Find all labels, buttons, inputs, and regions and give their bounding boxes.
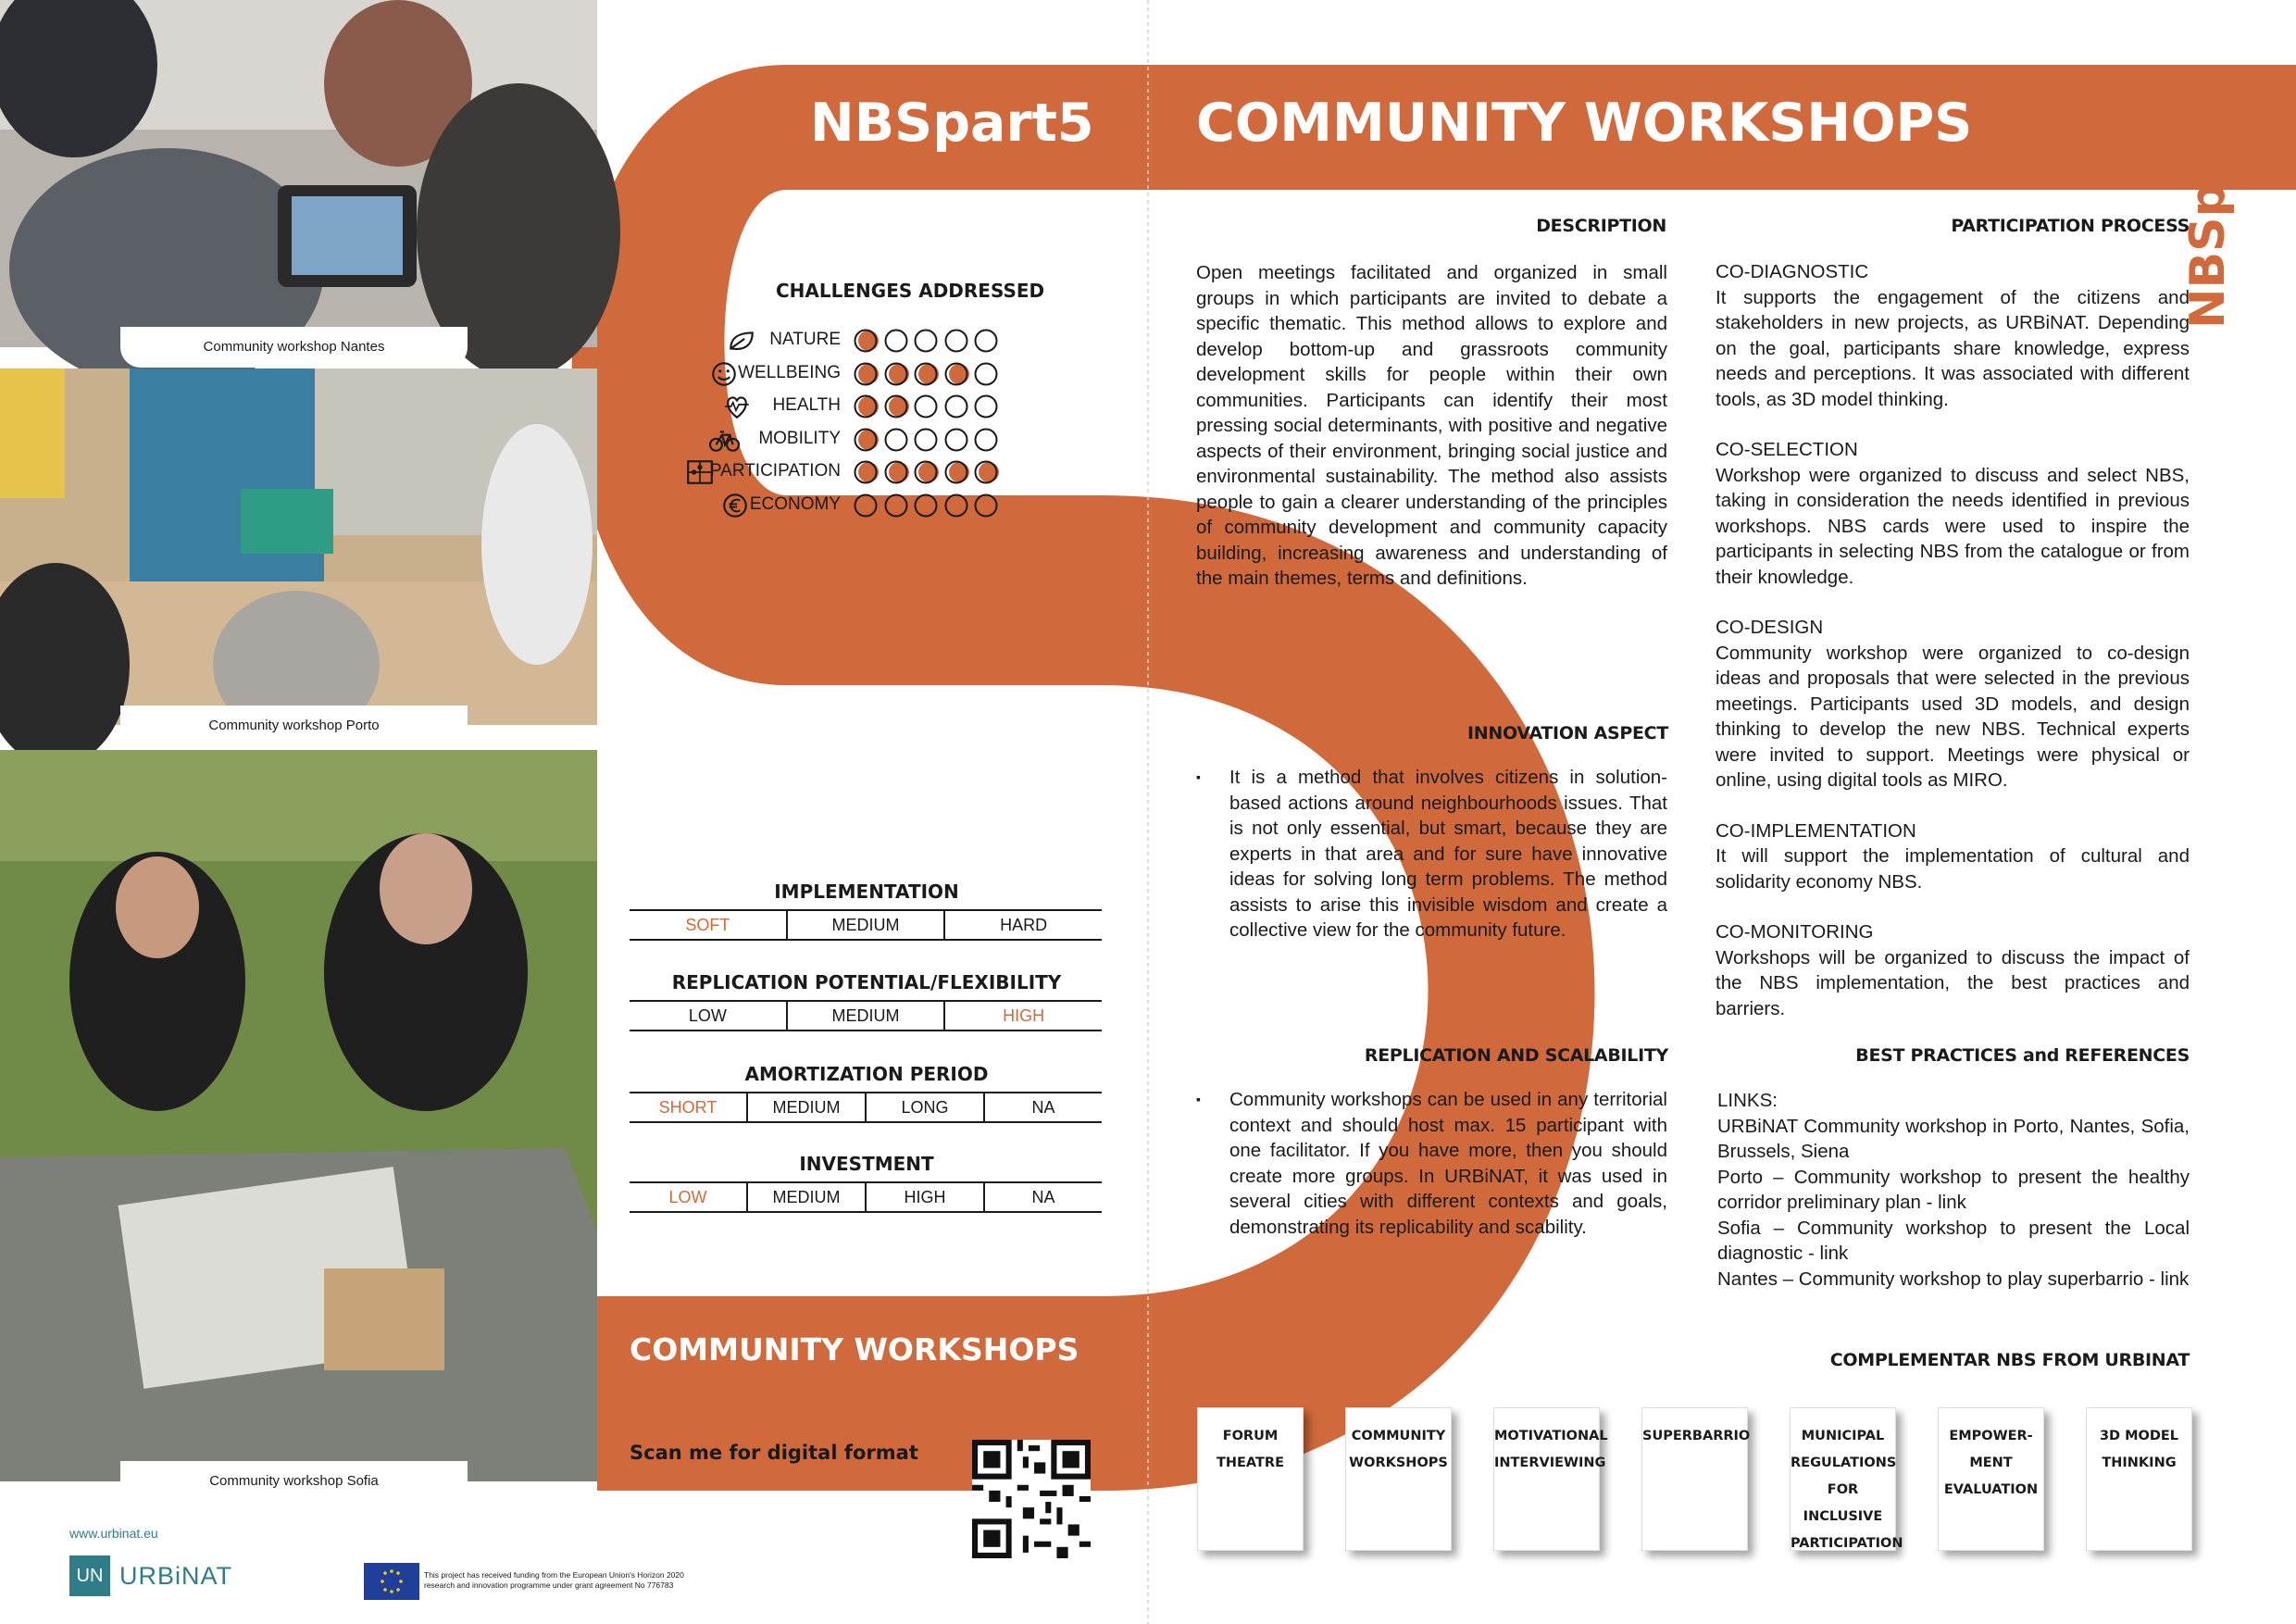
replication-heading: REPLICATION AND SCALABILITY [1364,1045,1668,1066]
challenge-level-circle [914,360,940,386]
card-label: INTERVIEWING [1494,1455,1606,1470]
rating-option: HARD [1000,916,1048,934]
card-label: THEATRE [1217,1455,1284,1470]
side-nbs-code: NBSpart5 [2180,69,2236,329]
description-text: Open meetings facilitated and organized in small groups in which participants are invited to debate a specific thematic. This method allows to explore and develop bottom-up and grassroots community development skills for people within their own communities. Participants can identify their most pressing social determinants, with positive and negative aspects of their environment, bringing social justice and environmental sustainability. The method also assists people to gain a clearer understanding of the principles of community development and community capacity building, increasing awareness and understanding of the main themes, terms and definitions. [1196,262,1667,589]
reference-link[interactable]: Porto – Community workshop to present the healthy corridor preliminary plan - link [1717,1166,2190,1213]
rating-table [630,1181,1102,1213]
challenge-level-circle [854,458,880,484]
page-title: COMMUNITY WORKSHOPS [1196,93,1973,154]
participation-stage [1716,615,2190,793]
rating-table-title: AMORTIZATION PERIOD [744,1063,989,1085]
rating-table-title: REPLICATION POTENTIAL/FLEXIBILITY [671,971,1062,993]
challenge-level-circle [944,458,970,484]
challenge-row [630,357,1222,389]
challenge-level-circle [914,458,940,484]
challenge-level-circle [944,360,970,386]
participation-stage [1716,437,2190,590]
photo-sofia-image [0,750,597,1481]
eu-funding-line-2: research and innovation programme under grant agreement No 776783 [424,1580,674,1590]
photo-sofia [0,750,597,1489]
stage-text: Workshop were organized to discuss and select NBS, taking in consideration the needs identified in previous workshops. NBS cards were used to inspire the participants in selecting NBS from the catalogue or from their knowledge. [1716,464,2190,588]
replication-text: ▪ Community workshops can be used in any territorial context and should host max. 15 participant with one facilitator. If you have more, then you should create more groups. In URBiNAT, it was used in several cities with different contexts and goals, demonstrating its replicability and scability. [1196,1087,1667,1240]
complementary-nbs-card[interactable] [1641,1407,1751,1551]
challenge-level-circle [974,393,1000,418]
photo-porto-image [0,369,597,725]
rating-table-title: INVESTMENT [799,1153,934,1175]
challenge-level-circle [914,327,940,353]
card-label: MOTIVATIONAL [1494,1429,1608,1443]
innovation-text: ▪ It is a method that involves citizens in solution-based actions around neighbourhoods issues. That is not only essential, but smart, because they are experts in that area and for sure have innovative ideas for solving long term problems. The method assists to arise this invisible wisdom and create a collective view for the community future. [1196,765,1667,943]
rating-option: HIGH [867,1183,985,1211]
nbs-code-title: NBSpart5 [810,93,1094,154]
complementary-heading: COMPLEMENTAR NBS FROM URBINAT [1829,1350,2190,1370]
challenge-level-circle [884,492,910,518]
best-practices-heading: BEST PRACTICES and REFERENCES [1855,1045,2190,1066]
challenge-row [630,489,1222,520]
challenge-label: PARTICIPATION [709,461,841,481]
rating-table [630,909,1102,941]
challenge-level-circle [854,492,880,518]
rating-option: MEDIUM [788,1002,946,1030]
challenge-level-circle [974,458,1000,484]
eu-funding-line-1: This project has received funding from the European Union's Horizon 2020 [424,1570,684,1580]
card-label: PARTICIPATION [1791,1536,1903,1551]
challenge-label: ECONOMY [749,493,841,514]
rating-option: SOFT [630,911,788,939]
stage-title: CO-DESIGN [1716,617,1824,638]
photo-caption: Community workshop Sofia [120,1461,468,1502]
photo-nantes-image [0,0,597,347]
complementary-nbs-card[interactable] [2086,1407,2192,1551]
challenge-level-circle [974,492,1000,518]
rating-option: HIGH [1003,1006,1045,1025]
challenge-level-circle [884,393,910,418]
challenge-level-circle [944,327,970,353]
challenge-level-circle [884,426,910,452]
card-label: MUNICIPAL [1801,1429,1885,1443]
participation-stages [1716,259,2190,1046]
rating-table [630,1000,1102,1031]
challenge-label: MOBILITY [758,428,841,448]
rating-table [630,1092,1102,1123]
rating-option: MEDIUM [788,911,946,939]
rating-option: SHORT [630,1093,748,1121]
rating-option: LONG [867,1093,985,1121]
challenge-level-circle [884,458,910,484]
stage-title: CO-SELECTION [1716,439,1858,460]
complementary-nbs-card[interactable] [1493,1407,1608,1551]
card-label: THINKING [2102,1455,2177,1470]
card-label: EVALUATION [1943,1482,2039,1497]
challenge-row [630,456,1222,487]
reference-link[interactable]: Sofia – Community workshop to present the Local diagnostic - link [1717,1217,2190,1264]
eu-stars-icon [364,1563,419,1600]
participation-stage [1716,259,2190,412]
stage-title: CO-DIAGNOSTIC [1716,261,1869,282]
challenge-label: WELLBEING [738,362,841,382]
photo-caption: Community workshop Nantes [120,327,468,368]
card-label: WORKSHOPS [1349,1455,1448,1470]
card-label: MENT [1969,1455,2013,1470]
challenge-label: HEALTH [772,395,841,415]
participation-stage [1716,919,2190,1021]
eu-funding-note [424,1570,684,1591]
participation-heading: PARTICIPATION PROCESS [1951,216,2190,236]
challenge-level-circle [854,360,880,386]
rating-option: MEDIUM [748,1183,867,1211]
challenge-level-circle [854,426,880,452]
card-label: SUPERBARRIO [1642,1429,1751,1443]
complementary-nbs-card[interactable] [1197,1407,1304,1551]
complementary-nbs-card[interactable] [1790,1407,1903,1551]
eu-flag-icon [364,1563,419,1600]
card-label: EMPOWER- [1949,1429,2033,1443]
stage-text: Community workshop were organized to co-design ideas and proposals that were selected in the previous meetings. Participants used 3D models, and design thinking to develop the new NBS. Technical experts were invited to support. Meetings were physical or online, using digital tools as MIRO. [1716,642,2190,791]
card-label: 3D MODEL [2099,1429,2179,1443]
scan-label: Scan me for digital format [630,1442,918,1464]
stage-text: It supports the engagement of the citizens and stakeholders in new projects, as URBiNAT. Depending on the goal, participants share knowledge, express needs and perceptions. It was associated with different tools, as 3D model thinking. [1716,286,2190,410]
challenge-row [630,390,1222,421]
rating-option: MEDIUM [748,1093,867,1121]
challenge-level-circle [974,360,1000,386]
challenges-title: CHALLENGES ADDRESSED [776,280,1045,302]
challenge-level-circle [914,426,940,452]
footer-title: COMMUNITY WORKSHOPS [630,1331,1079,1368]
challenge-level-circle [914,393,940,418]
complementary-nbs-card[interactable] [1345,1407,1452,1551]
challenge-level-circle [974,327,1000,353]
challenge-level-circle [914,492,940,518]
urbinat-logo-mark: UN [69,1555,110,1596]
challenge-level-circle [884,327,910,353]
rating-option: LOW [630,1002,788,1030]
challenge-level-circle [944,492,970,518]
rating-option: NA [1031,1098,1055,1117]
complementary-nbs-card[interactable] [1938,1407,2044,1551]
description-heading: DESCRIPTION [1536,216,1666,236]
rating-option: LOW [630,1183,748,1211]
best-practices-list [1717,1088,2190,1292]
reference-link[interactable]: URBiNAT Community workshop in Porto, Nantes, Sofia, Brussels, Siena [1717,1115,2190,1162]
challenge-row [630,423,1222,455]
challenge-level-circle [854,327,880,353]
photo-caption: Community workshop Porto [120,706,468,746]
challenge-level-circle [944,426,970,452]
website-link[interactable]: www.urbinat.eu [69,1526,158,1541]
photo-porto [0,369,597,733]
stage-text: It will support the implementation of cultural and solidarity economy NBS. [1716,845,2190,893]
rating-table-title: IMPLEMENTATION [774,881,959,903]
qr-code-icon[interactable] [972,1440,1091,1558]
reference-link[interactable]: Nantes – Community workshop to play superbarrio - link [1717,1268,2190,1290]
challenge-level-circle [974,426,1000,452]
photo-nantes [0,0,597,355]
links-label: LINKS: [1717,1090,1778,1111]
stage-text: Workshops will be organized to discuss the impact of the NBS implementation, the best practices and barriers. [1716,946,2190,1019]
card-label: FOR INCLUSIVE [1803,1482,1883,1524]
card-label: COMMUNITY [1351,1429,1446,1443]
stage-title: CO-MONITORING [1716,921,1874,943]
participation-stage [1716,818,2190,895]
challenge-level-circle [884,360,910,386]
challenge-level-circle [854,393,880,418]
stage-title: CO-IMPLEMENTATION [1716,819,1916,842]
innovation-heading: INNOVATION ASPECT [1467,723,1668,743]
card-label: FORUM [1222,1429,1279,1443]
challenge-label: NATURE [769,330,841,349]
rating-option: NA [1031,1188,1055,1206]
urbinat-logo [69,1555,241,1596]
urbinat-logo-text: URBiNAT [119,1562,233,1590]
card-label: REGULATIONS [1791,1455,1897,1470]
challenge-row [630,324,1222,356]
challenge-level-circle [944,393,970,418]
